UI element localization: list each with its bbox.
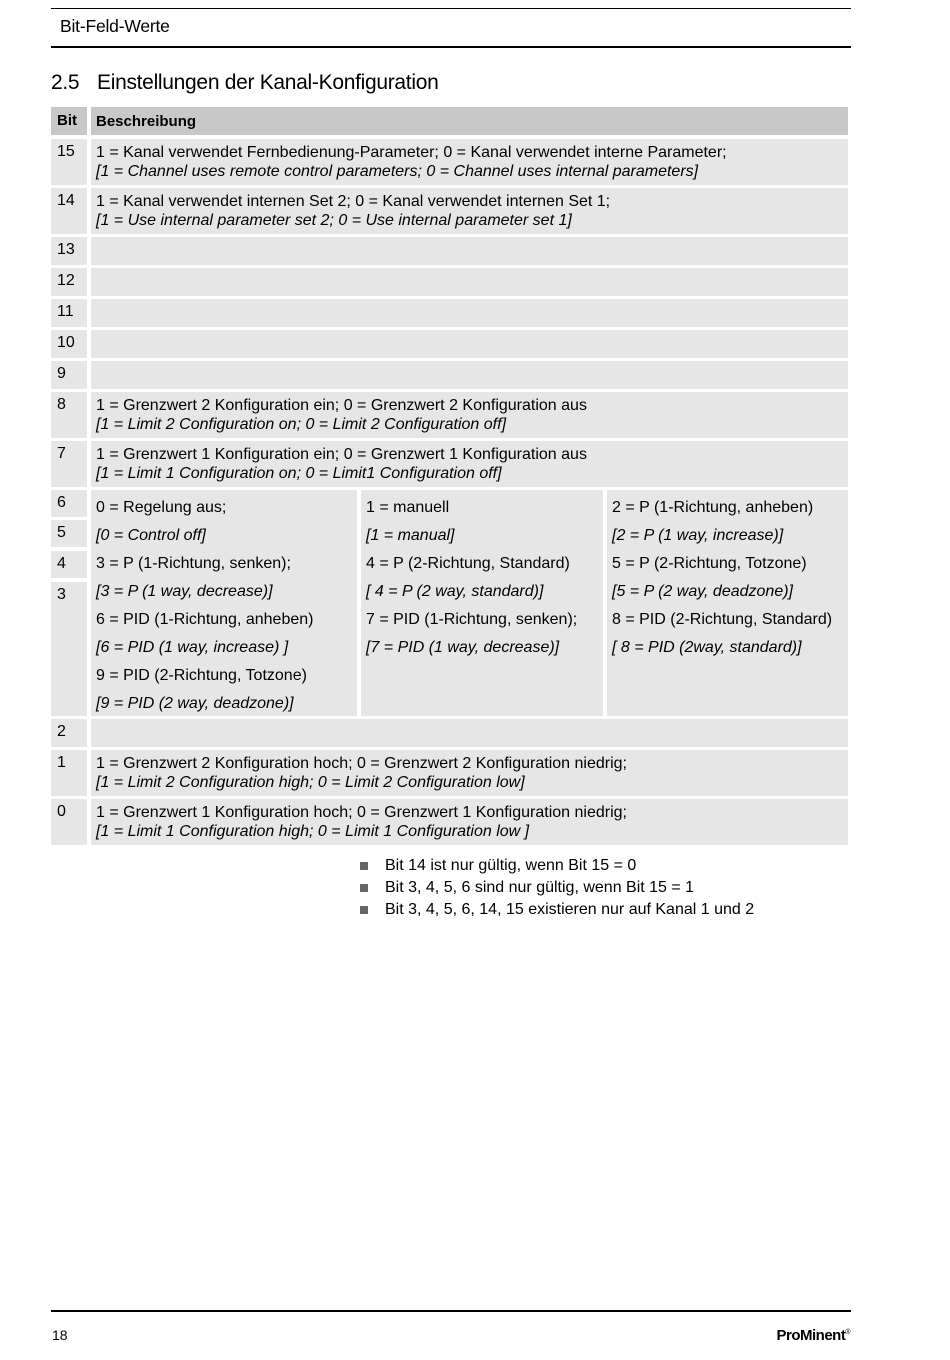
- bit-number: 6: [51, 490, 87, 517]
- bit-description-empty: [91, 719, 848, 747]
- page-number: 18: [52, 1327, 68, 1343]
- description-english: [1 = Limit 1 Configuration on; 0 = Limit1 Configuration off]: [96, 465, 502, 482]
- table-row: [51, 361, 851, 389]
- description-german: 1 = Grenzwert 2 Konfiguration ein; 0 = Grenzwert 2 Konfiguration aus: [96, 397, 587, 414]
- bit-description: [91, 139, 848, 185]
- bit-description-empty: [91, 361, 848, 389]
- square-bullet-icon: [360, 884, 368, 892]
- mode-option: 4 = P (2-Richtung, Standard): [366, 555, 570, 572]
- bit-number: 13: [51, 237, 87, 265]
- mode-option: 9 = PID (2-Richtung, Totzone): [96, 667, 307, 684]
- footer-rule: [51, 1310, 851, 1312]
- bit-description: [91, 441, 848, 487]
- notes-list: [358, 855, 754, 921]
- table-row: [51, 299, 851, 327]
- square-bullet-icon: [360, 906, 368, 914]
- bit-description-empty: [91, 268, 848, 296]
- table-row: [51, 719, 851, 747]
- bit-number: 5: [51, 520, 87, 547]
- bit-description: [91, 750, 848, 796]
- mode-option: 5 = P (2-Richtung, Totzone): [612, 555, 807, 572]
- description-english: [1 = Use internal parameter set 2; 0 = Use internal parameter set 1]: [96, 212, 572, 229]
- bit-number: 0: [51, 799, 87, 845]
- bit-description: [91, 188, 848, 234]
- bit-description: [91, 799, 848, 845]
- brand-name: ProMinent: [776, 1327, 846, 1344]
- mode-option-translation: [5 = P (2 way, deadzone)]: [612, 583, 793, 600]
- mode-option-translation: [0 = Control off]: [96, 527, 206, 544]
- section-title: Einstellungen der Kanal-Konfiguration: [97, 71, 439, 94]
- bit-number: 9: [51, 361, 87, 389]
- note-text: Bit 3, 4, 5, 6, 14, 15 existieren nur auf Kanal 1 und 2: [385, 901, 755, 918]
- control-mode-column-3: [607, 490, 848, 716]
- table-row: [51, 139, 851, 185]
- description-english: [1 = Limit 1 Configuration high; 0 = Limit 1 Configuration low ]: [96, 823, 530, 840]
- mode-option-translation: [7 = PID (1 way, decrease)]: [366, 639, 560, 656]
- bit-number: 11: [51, 299, 87, 327]
- bit-number: 14: [51, 188, 87, 234]
- control-mode-column-1: [91, 490, 357, 716]
- bit-description-empty: [91, 330, 848, 358]
- table-row: [51, 268, 851, 296]
- description-german: 1 = Grenzwert 1 Konfiguration hoch; 0 = Grenzwert 1 Konfiguration niedrig;: [96, 804, 627, 821]
- table-row: [51, 330, 851, 358]
- bit-number: 8: [51, 392, 87, 438]
- description-german: 1 = Kanal verwendet Fernbedienung-Parameter; 0 = Kanal verwendet interne Parameter;: [96, 144, 727, 161]
- table-row: [51, 441, 851, 487]
- mode-option-translation: [ 4 = P (2 way, standard)]: [366, 583, 544, 600]
- mode-option: 1 = manuell: [366, 499, 450, 516]
- description-english: [1 = Channel uses remote control parameters; 0 = Channel uses internal parameters]: [96, 163, 699, 180]
- bit-number: 15: [51, 139, 87, 185]
- mode-option: 2 = P (1-Richtung, anheben): [612, 499, 814, 516]
- table-header-row: [51, 107, 851, 135]
- description-german: 1 = Grenzwert 2 Konfiguration hoch; 0 = Grenzwert 2 Konfiguration niedrig;: [96, 755, 627, 772]
- control-mode-column-2: [361, 490, 603, 716]
- table-row: [51, 750, 851, 796]
- bit-description-empty: [91, 299, 848, 327]
- table-row: [51, 237, 851, 265]
- bit-number: 2: [51, 719, 87, 747]
- note-text: Bit 3, 4, 5, 6 sind nur gültig, wenn Bit 15 = 1: [385, 879, 695, 896]
- list-item: [358, 877, 754, 899]
- bit-number: 7: [51, 441, 87, 487]
- mode-option-translation: [3 = P (1 way, decrease)]: [96, 583, 273, 600]
- section-heading: [51, 71, 438, 95]
- mode-option-translation: [6 = PID (1 way, increase) ]: [96, 639, 289, 656]
- note-text: Bit 14 ist nur gültig, wenn Bit 15 = 0: [385, 857, 637, 874]
- bit-number: 4: [51, 551, 87, 578]
- bit-number: 1: [51, 750, 87, 796]
- table-row: [51, 188, 851, 234]
- mode-option: 0 = Regelung aus;: [96, 499, 227, 516]
- description-english: [1 = Limit 2 Configuration high; 0 = Limit 2 Configuration low]: [96, 774, 525, 791]
- bit-number: 10: [51, 330, 87, 358]
- control-mode-block: [51, 490, 851, 716]
- column-header-bit: Bit: [51, 107, 87, 135]
- mode-option: 6 = PID (1-Richtung, anheben): [96, 611, 314, 628]
- table-row: [51, 392, 851, 438]
- square-bullet-icon: [360, 862, 368, 870]
- mode-option: 7 = PID (1-Richtung, senken);: [366, 611, 578, 628]
- bit-description-empty: [91, 237, 848, 265]
- description-german: 1 = Kanal verwendet internen Set 2; 0 = Kanal verwendet internen Set 1;: [96, 193, 611, 210]
- description-english: [1 = Limit 2 Configuration on; 0 = Limit 2 Configuration off]: [96, 416, 507, 433]
- column-header-description: Beschreibung: [91, 107, 848, 135]
- mode-option: 8 = PID (2-Richtung, Standard): [612, 611, 833, 628]
- running-header: Bit-Feld-Werte: [60, 16, 170, 36]
- list-item: [358, 855, 754, 877]
- bit-number: 3: [51, 582, 87, 716]
- table-row: [51, 799, 851, 845]
- mode-option-translation: [2 = P (1 way, increase)]: [612, 527, 784, 544]
- mode-option: 3 = P (1-Richtung, senken);: [96, 555, 291, 572]
- mode-option-translation: [1 = manual]: [366, 527, 455, 544]
- brand-logo: [776, 1327, 850, 1344]
- bit-number: 12: [51, 268, 87, 296]
- bit-description: [91, 392, 848, 438]
- section-number: 2.5: [51, 71, 80, 94]
- mode-option-translation: [9 = PID (2 way, deadzone)]: [96, 695, 294, 712]
- mode-option-translation: [ 8 = PID (2way, standard)]: [612, 639, 802, 656]
- registered-mark: ®: [845, 1329, 850, 1336]
- header-bottom-rule: [51, 46, 851, 48]
- list-item: [358, 899, 754, 921]
- description-german: 1 = Grenzwert 1 Konfiguration ein; 0 = Grenzwert 1 Konfiguration aus: [96, 446, 587, 463]
- header-top-rule: [51, 8, 851, 9]
